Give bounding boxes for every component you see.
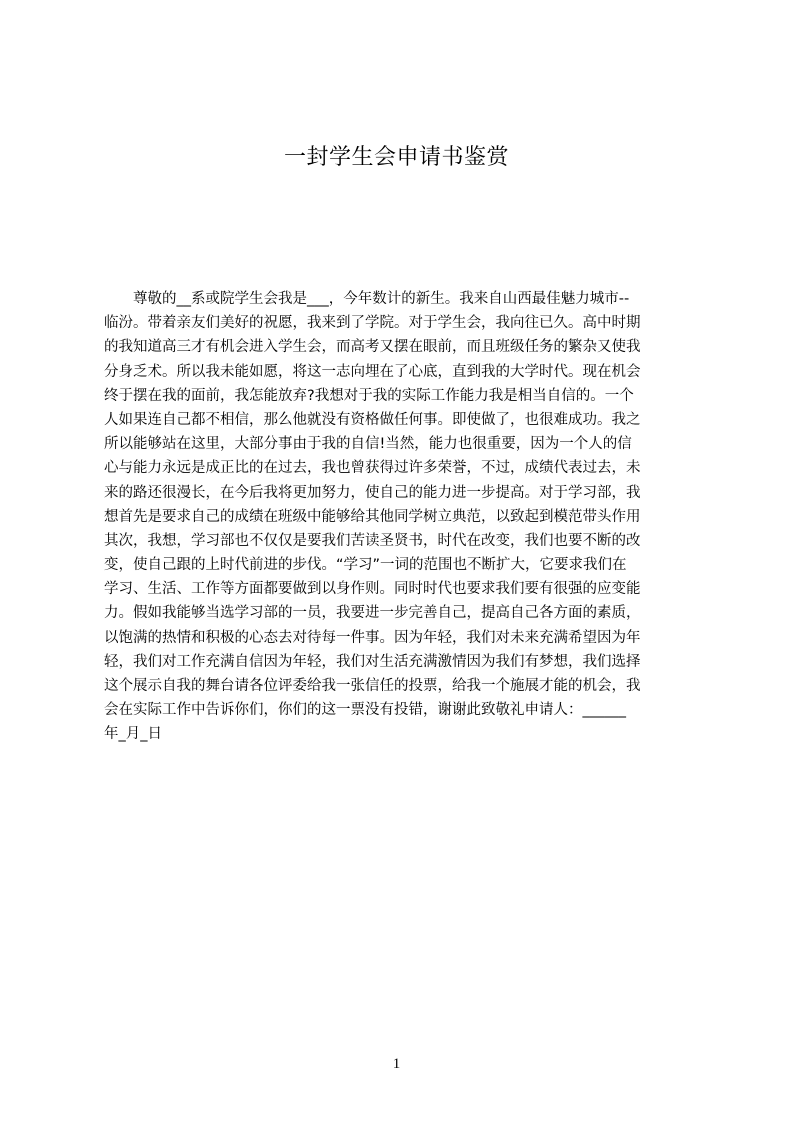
body-line: 想首先是要求自己的成绩在班级中能够给其他同学树立典范，以致起到模范带头作用 xyxy=(104,508,641,525)
body-line: 临汾。带着亲友们美好的祝愿，我来到了学院。对于学生会，我向往已久。高中时期 xyxy=(104,315,641,332)
application-letter-body xyxy=(104,287,698,747)
body-line: 学习、生活、工作等方面都要做到以身作则。同时时代也要求我们要有很强的应变能 xyxy=(104,581,641,598)
body-line: 轻，我们对工作充满自信因为年轻，我们对生活充满激情因为我们有梦想，我们选择 xyxy=(104,653,641,670)
page-number: 1 xyxy=(392,1056,401,1072)
body-line: 变，使自己跟的上时代前进的步伐。“学习”一词的范围也不断扩大，它要求我们在 xyxy=(104,557,627,574)
body-line: 尊敬的__系或院学生会我是___，今年数计的新生。我来自山西最佳魅力城市-- xyxy=(104,291,630,307)
body-line: 的我知道高三才有机会进入学生会，而高考又摆在眼前，而且班级任务的繁杂又使我 xyxy=(104,339,641,356)
body-line: 所以能够站在这里，大部分事由于我的自信!当然，能力也很重要，因为一个人的信 xyxy=(104,436,632,453)
body-line: 以饱满的热情和积极的心态去对待每一件事。因为年轻，我们对未来充满希望因为年 xyxy=(104,629,641,646)
body-line: 终于摆在我的面前，我怎能放弃?我想对于我的实际工作能力我是相当自信的。一个 xyxy=(104,387,634,404)
body-line: 会在实际工作中告诉你们，你们的这一票没有投错，谢谢此致敬礼申请人：______ xyxy=(104,702,626,719)
body-line: 分身乏术。所以我未能如愿，将这一志向埋在了心底，直到我的大学时代。现在机会 xyxy=(104,363,641,380)
body-line: 心与能力永远是成正比的在过去，我也曾获得过许多荣誉，不过，成绩代表过去，未 xyxy=(104,460,641,477)
body-line: 来的路还很漫长，在今后我将更加努力，使自己的能力进一步提高。对于学习部，我 xyxy=(104,484,641,501)
document-title: 一封学生会申请书鉴赏 xyxy=(283,145,509,170)
body-line: 其次，我想，学习部也不仅仅是要我们苦读圣贤书，时代在改变，我们也要不断的改 xyxy=(104,532,641,549)
body-line: 力。假如我能够当选学习部的一员，我要进一步完善自己，提高自己各方面的素质， xyxy=(104,605,641,622)
body-line: 这个展示自我的舞台请各位评委给我一张信任的投票，给我一个施展才能的机会，我 xyxy=(104,678,641,694)
body-line: 人如果连自己都不相信，那么他就没有资格做任何事。即使做了，也很难成功。我之 xyxy=(104,411,641,428)
body-line: 年_月_日 xyxy=(104,726,162,743)
